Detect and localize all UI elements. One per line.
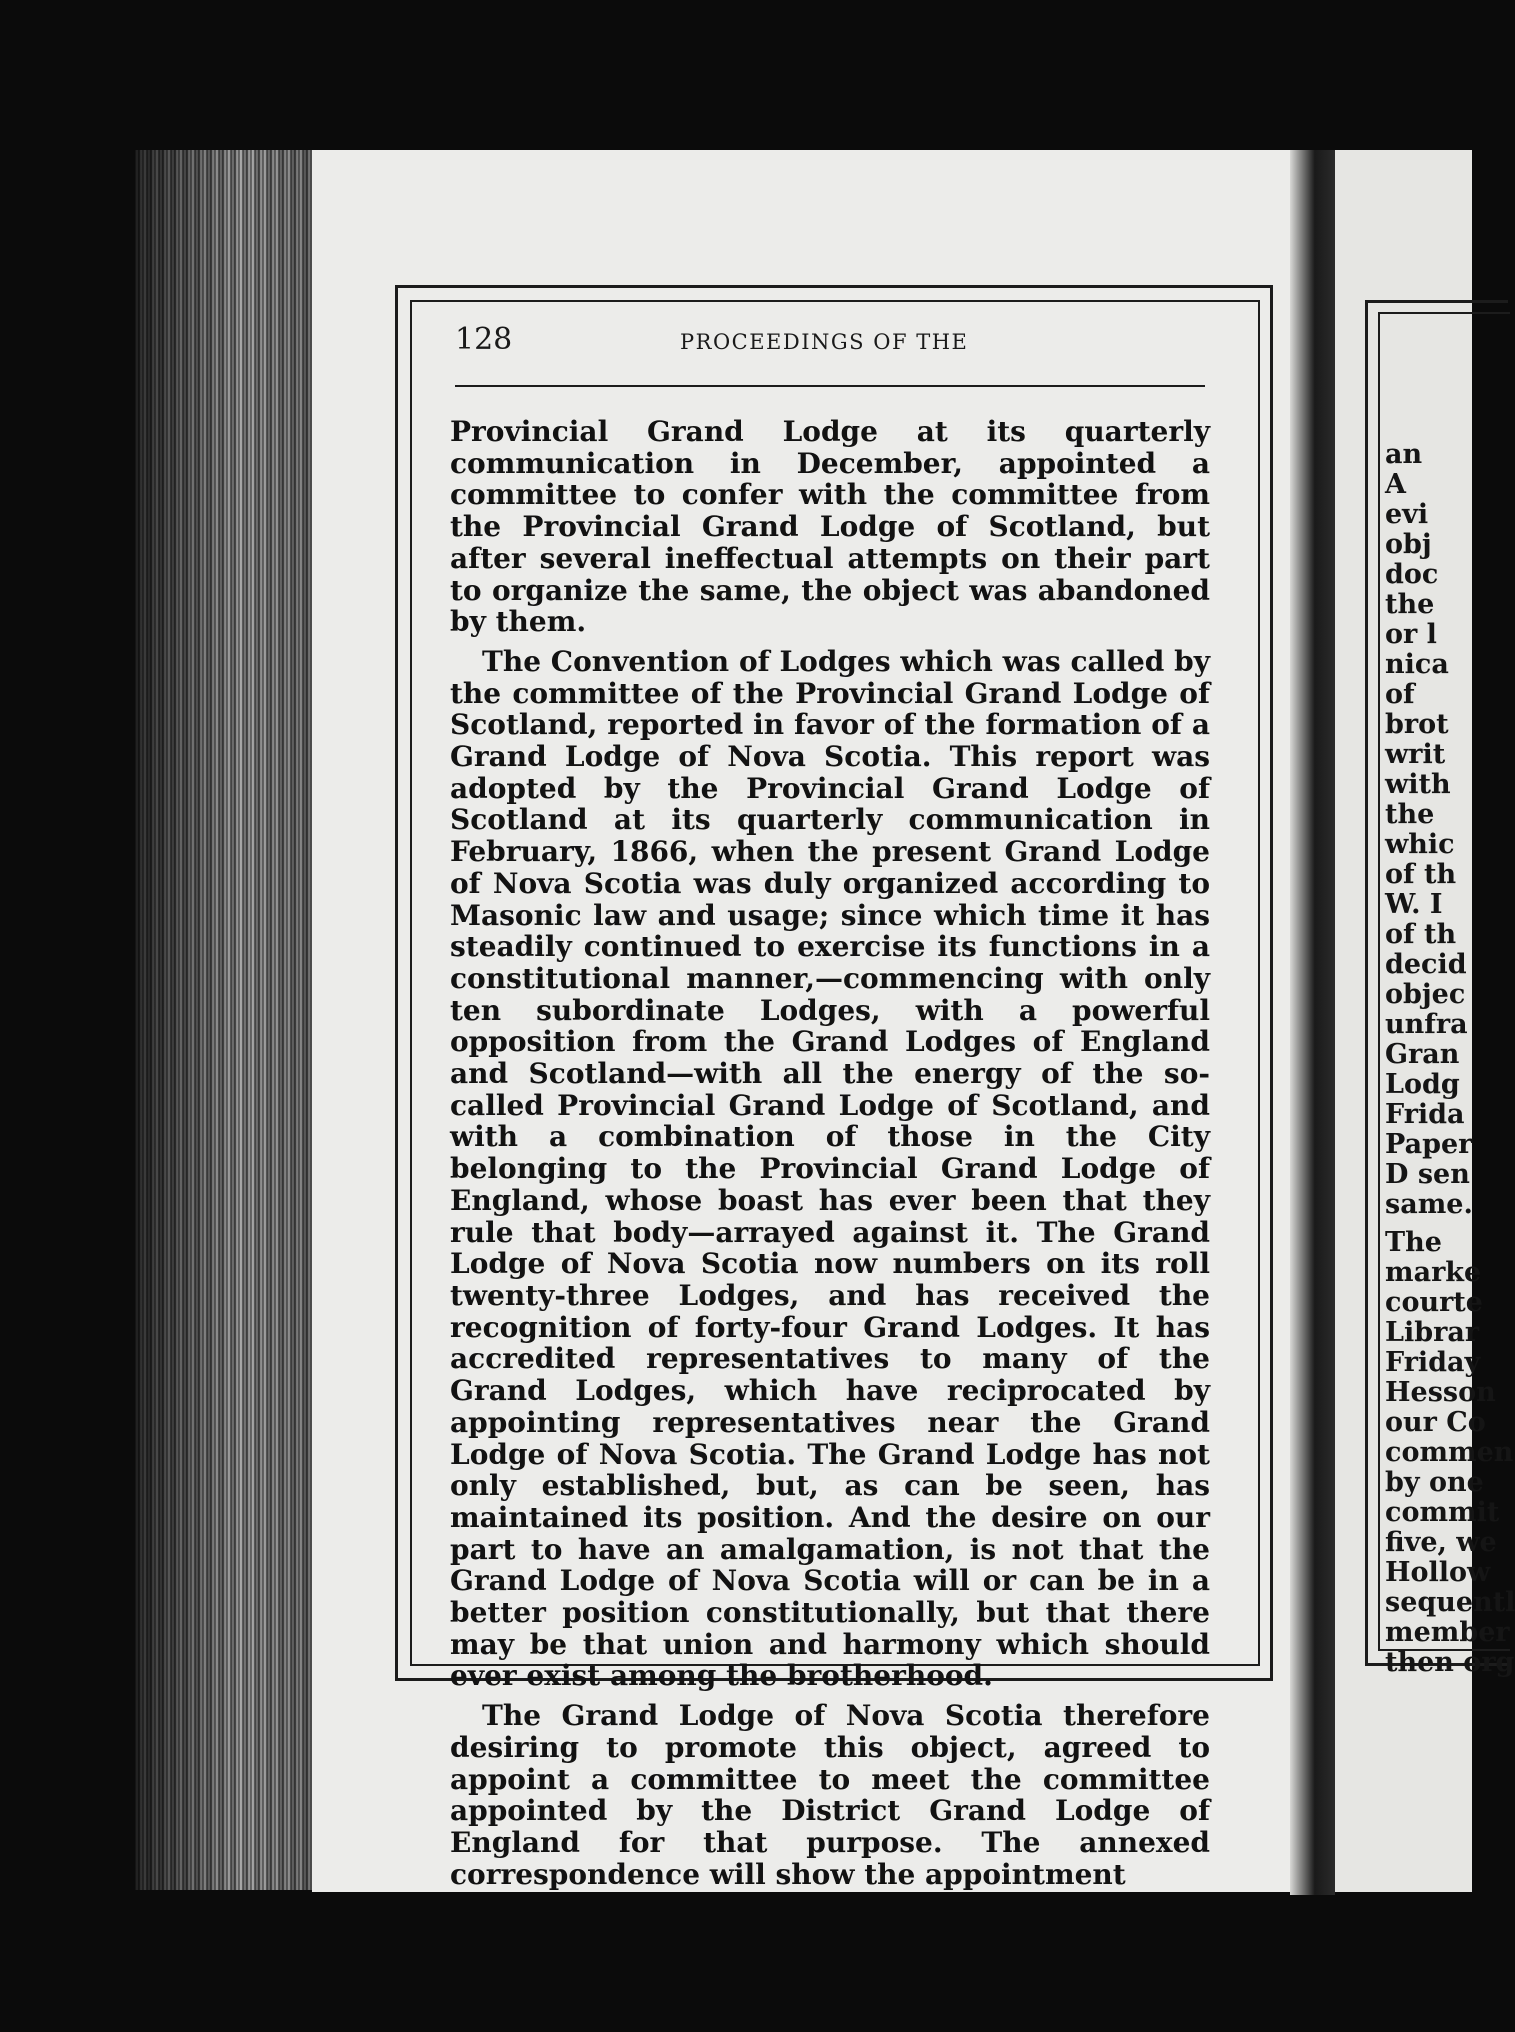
facing-page-line: Librar xyxy=(1385,1317,1480,1348)
facing-page-line: sequentl xyxy=(1385,1587,1515,1618)
facing-page-line: Hollow xyxy=(1385,1557,1491,1588)
facing-page-line: doc xyxy=(1385,559,1439,590)
paragraph-2: The Convention of Lodges which was called by the committee of the Provincial Grand Lodge of Scotland, reported in favor of the formation of a Grand Lodge of Nova Scotia. This report was adopted by the Provincial Grand Lodge of Scotland at its quarterly communication in February, 1866, when the present Grand Lodge of Nova Scotia was duly organized according to Masonic law and usage; since which time it has steadily continued to exercise its functions in a constitutional manner,—commencing with only ten subordinate Lodges, with a powerful opposition from the Grand Lodges of England and Scotland—with all the energy of the so-called Provincial Grand Lodge of Scotland, and with a combination of those in the City belonging to the Provincial Grand Lodge of England, whose boast has ever been that they rule that body—arrayed against it. The Grand Lodge of Nova Scotia now numbers on its roll twenty-three Lodges, and has received the recognition of forty-four Grand Lodges. It has accredited representatives to many of the Grand Lodges, which have reciprocated by appointing representatives near the Grand Lodge of Nova Scotia. The Grand Lodge has not only established, but, as can be seen, has maintained its position. And the desire on our part to have an amalgamation, is not that the Grand Lodge of Nova Scotia will or can be in a better position constitutionally, but that there may be that union and harmony which should ever exist among the brotherhood. xyxy=(450,644,1210,1693)
page-edges-shadow xyxy=(135,150,315,1890)
facing-page-line: or l xyxy=(1385,619,1437,650)
facing-page-line: marke xyxy=(1385,1257,1482,1288)
facing-page-line: same. xyxy=(1385,1189,1473,1220)
facing-page-line: five, we xyxy=(1385,1527,1497,1558)
paragraph-1: Provincial Grand Lodge at its quarterly communication in December, appointed a committee to confer with the committee from the Provincial Grand Lodge of Scotland, but after several ineffectual attempts on their part to organize the same, the object was abandoned by them. xyxy=(450,415,1210,639)
facing-page-line: Friday xyxy=(1385,1347,1481,1378)
facing-page-line: with xyxy=(1385,769,1451,800)
facing-page-line: then org xyxy=(1385,1647,1515,1678)
facing-page-line: brot xyxy=(1385,709,1449,740)
facing-page-line: writ xyxy=(1385,739,1446,770)
facing-page-line: by one xyxy=(1385,1467,1484,1498)
body-text xyxy=(450,416,1210,1898)
facing-page-line: of th xyxy=(1385,859,1457,890)
facing-page-line: A xyxy=(1385,469,1406,500)
facing-page-line: Paper xyxy=(1385,1129,1473,1160)
facing-page-line: commit xyxy=(1385,1497,1500,1528)
facing-page-line: Hesson xyxy=(1385,1377,1496,1408)
facing-page-line: member xyxy=(1385,1617,1510,1648)
running-head: PROCEEDINGS OF THE xyxy=(680,330,969,354)
facing-page-line: decid xyxy=(1385,949,1467,980)
facing-page-line: nica xyxy=(1385,649,1449,680)
facing-page-line: unfra xyxy=(1385,1009,1468,1040)
facing-page-line: objec xyxy=(1385,979,1466,1010)
facing-page-line: Frida xyxy=(1385,1099,1465,1130)
facing-page-line: Lodg xyxy=(1385,1069,1460,1100)
page-number: 128 xyxy=(455,322,513,357)
header-rule xyxy=(455,385,1205,387)
facing-page-line: obj xyxy=(1385,529,1432,560)
facing-page-line: of th xyxy=(1385,919,1457,950)
facing-page-line: of xyxy=(1385,679,1415,710)
facing-page-line: W. I xyxy=(1385,889,1443,920)
page-header xyxy=(455,322,1205,370)
facing-page-line: commen xyxy=(1385,1437,1514,1468)
facing-page-line: our Co xyxy=(1385,1407,1486,1438)
paragraph-3: The Grand Lodge of Nova Scotia therefore desiring to promote this object, agreed to appoint a committee to meet the committee appointed by the District Grand Lodge of England for that purpose. The annexed correspondence will show the appointment xyxy=(450,1699,1210,1891)
facing-page-text xyxy=(1385,439,1515,1678)
facing-page-line: Gran xyxy=(1385,1039,1460,1070)
facing-page-line: courte xyxy=(1385,1287,1483,1318)
facing-page-line: the xyxy=(1385,589,1435,620)
facing-page-line: evi xyxy=(1385,499,1429,530)
facing-page-line: an xyxy=(1385,439,1423,470)
facing-page-line: the xyxy=(1385,799,1435,830)
facing-page-line: whic xyxy=(1385,829,1455,860)
facing-page-line: D sen xyxy=(1385,1159,1470,1190)
facing-page-line: The xyxy=(1385,1227,1442,1258)
book-gutter xyxy=(1290,150,1335,1895)
